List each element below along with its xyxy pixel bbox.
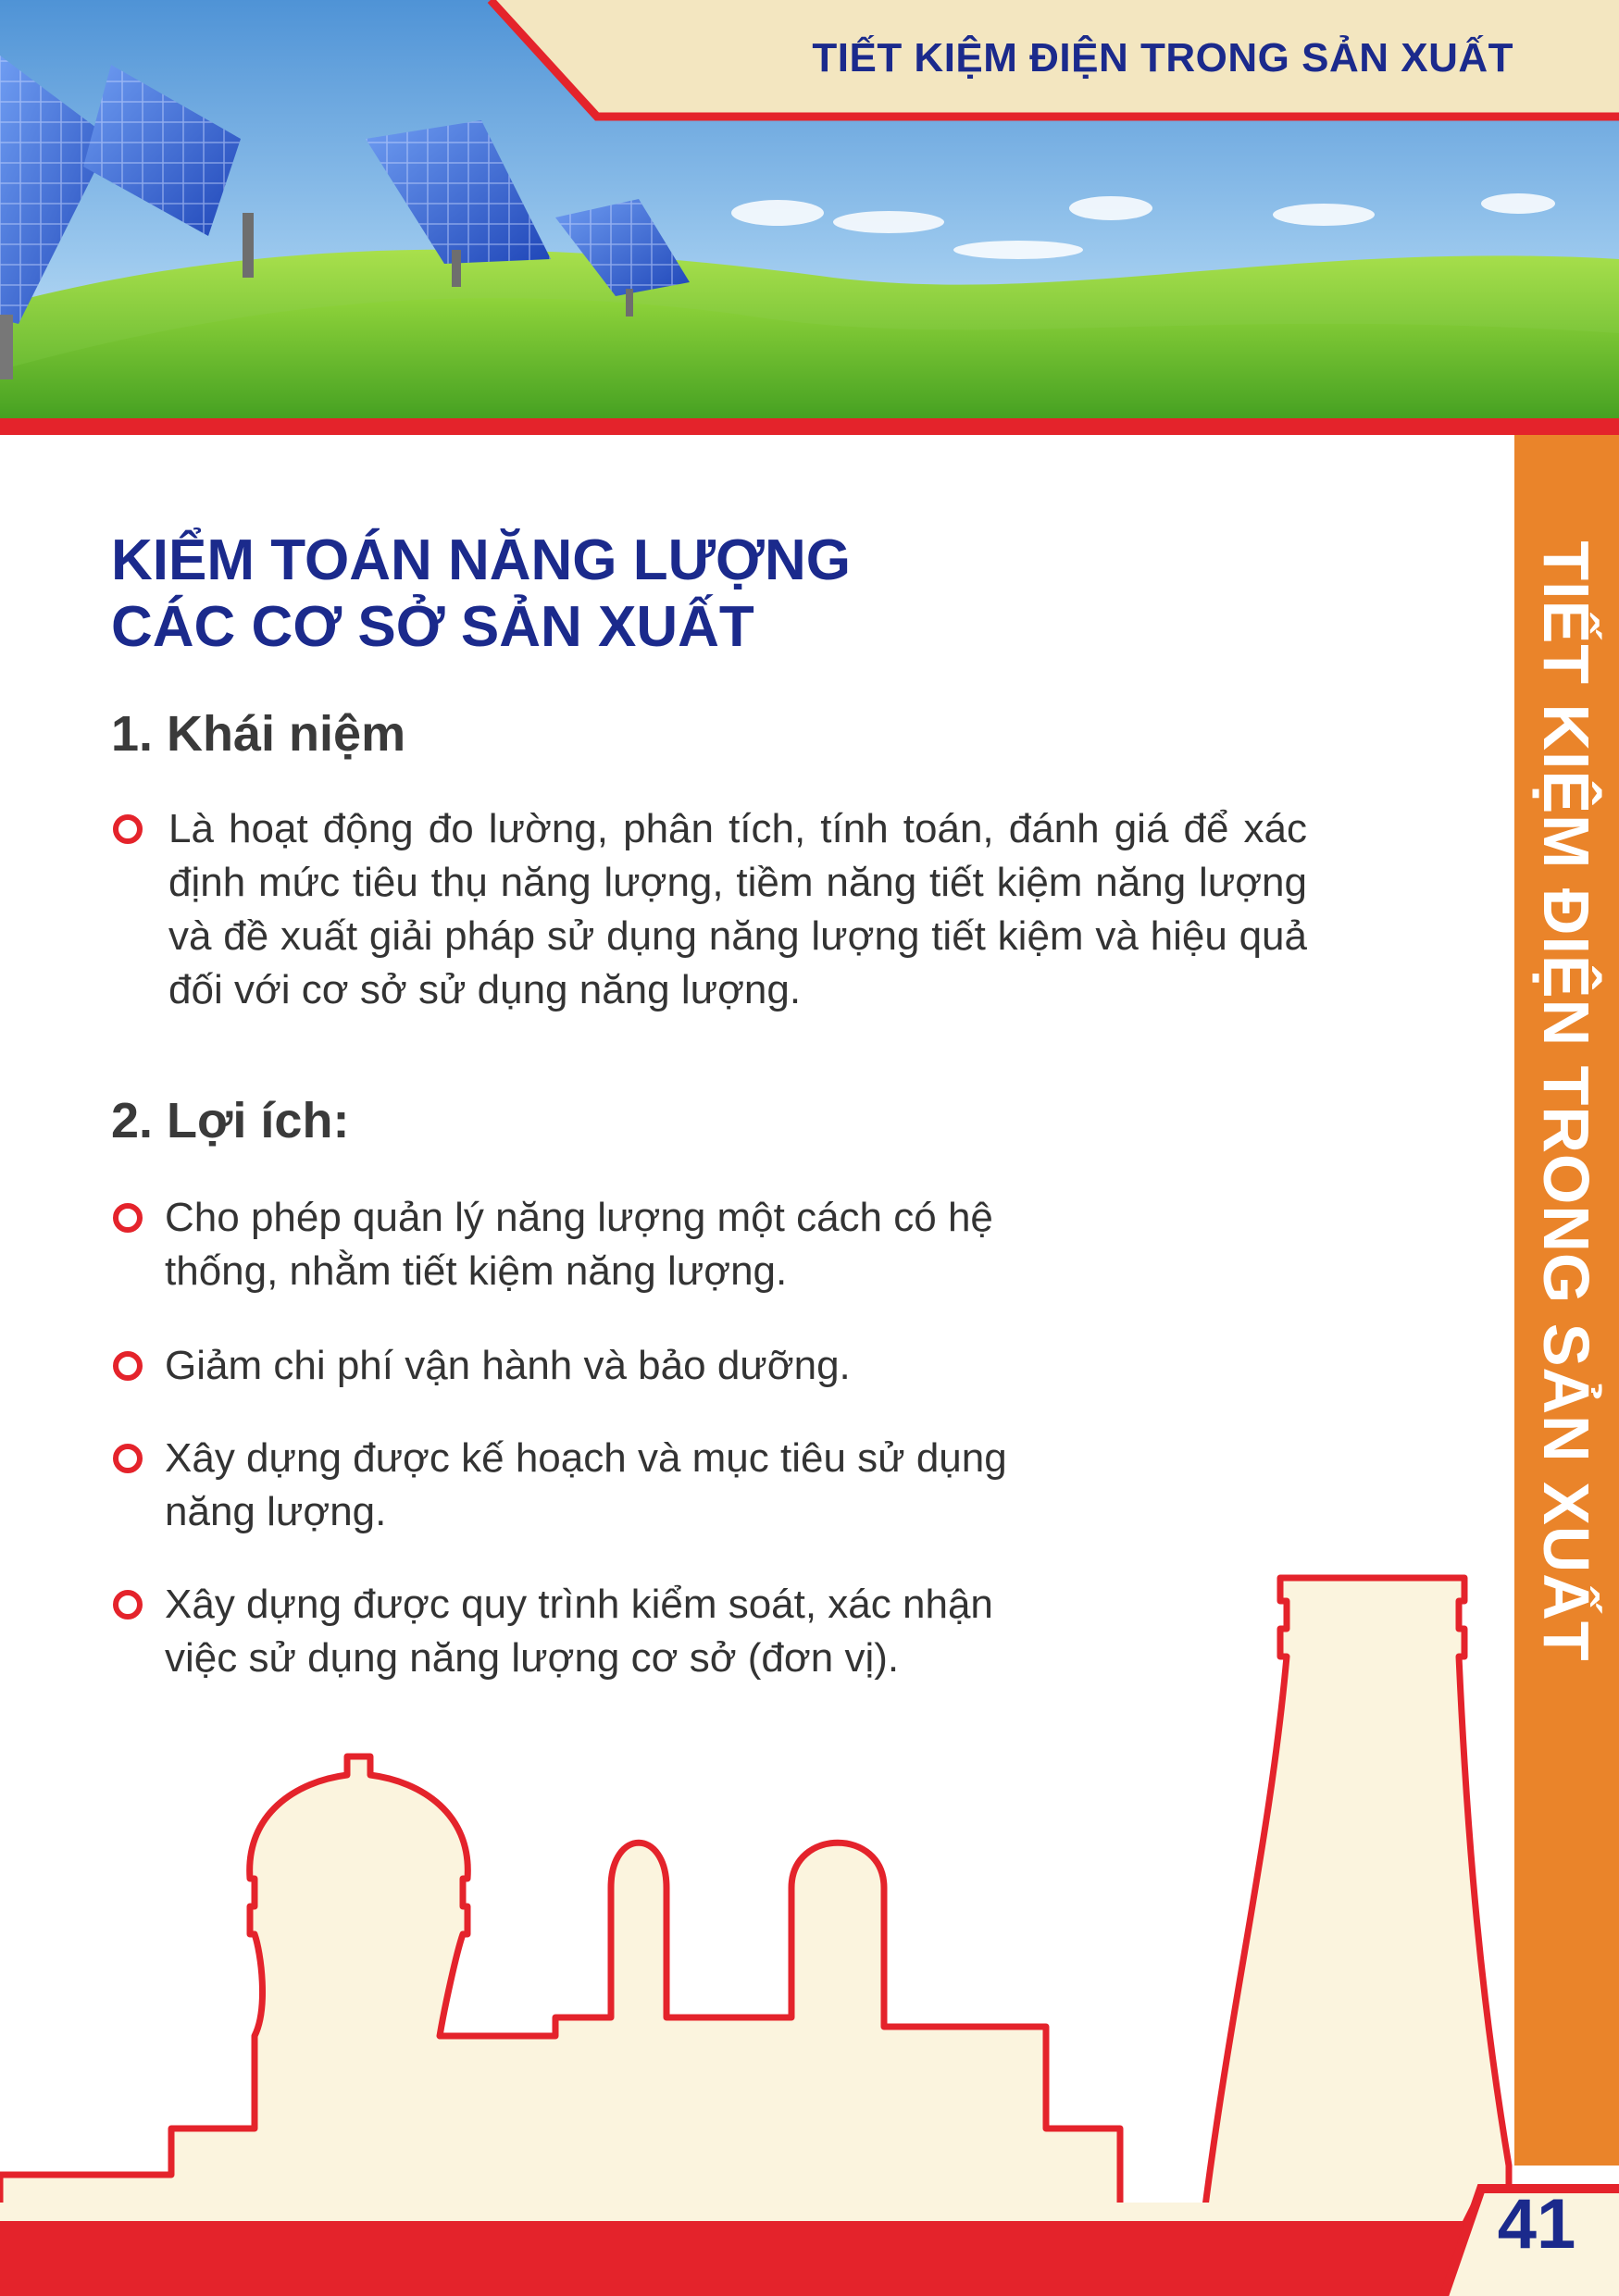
page-title	[111, 527, 1314, 661]
power-plant-illustration	[0, 1555, 1619, 2296]
benefit-item-3-line-1: Xây dựng được kế hoạch và mục tiêu sử dụng	[165, 1435, 1007, 1481]
concept-paragraph: Là hoạt động đo lường, phân tích, tính toán, đánh giá để xác định mức tiêu thụ năng lượng, tiềm năng tiết kiệm năng lượng và đề xuất giải pháp sử dụng năng lượng tiết kiệm và hiệu quả đối với cơ sở sử dụng năng lượng.	[168, 806, 1307, 1012]
benefit-item-1-line-2: thống, nhằm tiết kiệm năng lượng.	[165, 1248, 788, 1294]
page-number: 41	[1497, 2185, 1576, 2264]
page-title-line-1: KIỂM TOÁN NĂNG LƯỢNG	[111, 528, 851, 592]
page-title-line-2: CÁC CƠ SỞ SẢN XUẤT	[111, 595, 754, 659]
benefit-item-1	[165, 1191, 1183, 1298]
benefit-item-4-line-1: Xây dựng được quy trình kiểm soát, xác nhận	[165, 1582, 993, 1627]
bullet-ring-icon	[113, 1203, 143, 1233]
benefit-item-4-line-2: việc sử dụng năng lượng cơ sở (đơn vị).	[165, 1635, 900, 1681]
section-heading-benefits: 2. Lợi ích:	[111, 1093, 350, 1148]
benefit-item-2-line-1: Giảm chi phí vận hành và bảo dưỡng.	[165, 1343, 851, 1388]
benefit-item-1-line-1: Cho phép quản lý năng lượng một cách có hệ	[165, 1195, 993, 1240]
section-heading-concept: 1. Khái niệm	[111, 706, 406, 762]
benefit-item-3	[165, 1432, 1183, 1539]
benefit-item-2	[165, 1339, 1183, 1393]
header-title: TIẾT KIỆM ĐIỆN TRONG SẢN XUẤT	[812, 35, 1513, 81]
bullet-ring-icon	[113, 814, 143, 844]
bullet-ring-icon	[113, 1351, 143, 1381]
side-chapter-tab-label: TIẾT KIỆM ĐIỆN TRONG SẢN XUẤT	[1530, 540, 1602, 1662]
bullet-ring-icon	[113, 1444, 143, 1473]
benefit-item-3-line-2: năng lượng.	[165, 1489, 387, 1534]
